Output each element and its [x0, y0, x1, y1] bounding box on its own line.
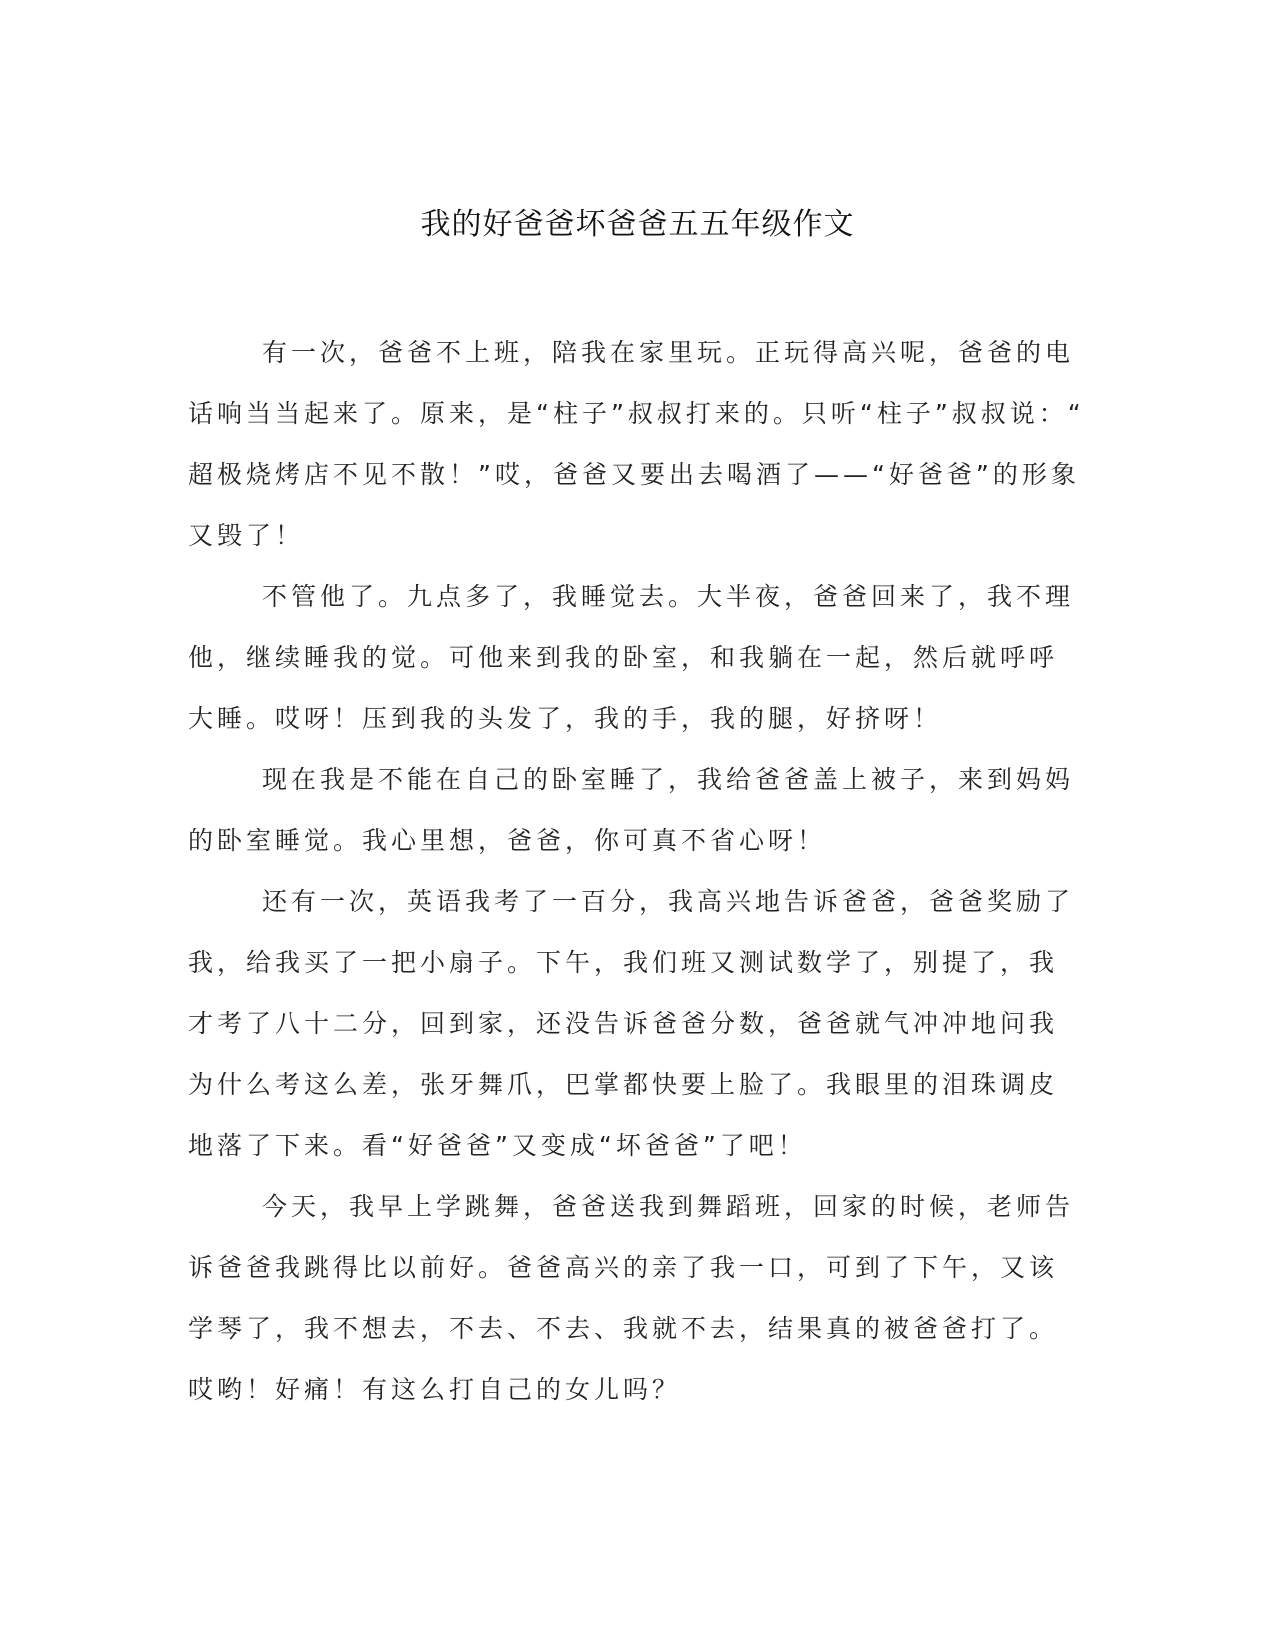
paragraph-2 [188, 566, 1075, 749]
text-line: 诉爸爸我跳得比以前好。爸爸高兴的亲了我一口，可到了下午，又该 [188, 1253, 1059, 1282]
text-line: 话响当当起来了。原来，是“柱子”叔叔打来的。只听“柱子”叔叔说：“ [188, 399, 1085, 428]
text-line: 大睡。哎呀！压到我的头发了，我的手，我的腿，好挤呀！ [188, 704, 943, 733]
document-title: 我的好爸爸坏爸爸五五年级作文 [420, 207, 855, 242]
text-line: 的卧室睡觉。我心里想，爸爸，你可真不省心呀！ [188, 826, 827, 855]
text-line: 才考了八十二分，回到家，还没告诉爸爸分数，爸爸就气冲冲地问我 [188, 1009, 1059, 1038]
text-line: 我，给我买了一把小扇子。下午，我们班又测试数学了，别提了，我 [188, 948, 1059, 977]
text-line: 哎哟！好痛！有这么打自己的女儿吗？ [188, 1375, 682, 1404]
document-body [188, 322, 1085, 1420]
text-line: 现在我是不能在自己的卧室睡了，我给爸爸盖上被子，来到妈妈 [262, 765, 1075, 794]
text-line: 还有一次，英语我考了一百分，我高兴地告诉爸爸，爸爸奖励了 [262, 887, 1075, 916]
paragraph-3 [188, 749, 1075, 871]
text-line: 又毁了！ [188, 521, 305, 550]
text-line: 学琴了，我不想去，不去、不去、我就不去，结果真的被爸爸打了。 [188, 1314, 1059, 1343]
text-line: 有一次，爸爸不上班，陪我在家里玩。正玩得高兴呢，爸爸的电 [262, 338, 1075, 367]
text-line: 他，继续睡我的觉。可他来到我的卧室，和我躺在一起，然后就呼呼 [188, 643, 1059, 672]
text-line: 不管他了。九点多了，我睡觉去。大半夜，爸爸回来了，我不理 [262, 582, 1075, 611]
paragraph-1 [188, 322, 1085, 566]
text-line: 超极烧烤店不见不散！”哎，爸爸又要出去喝酒了——“好爸爸”的形象 [188, 460, 1080, 489]
text-line: 为什么考这么差，张牙舞爪，巴掌都快要上脸了。我眼里的泪珠调皮 [188, 1070, 1059, 1099]
text-line: 地落了下来。看“好爸爸”又变成“坏爸爸”了吧！ [188, 1131, 807, 1160]
paragraph-5 [188, 1176, 1075, 1420]
paragraph-4 [188, 871, 1075, 1176]
text-line: 今天，我早上学跳舞，爸爸送我到舞蹈班，回家的时候，老师告 [262, 1192, 1075, 1221]
